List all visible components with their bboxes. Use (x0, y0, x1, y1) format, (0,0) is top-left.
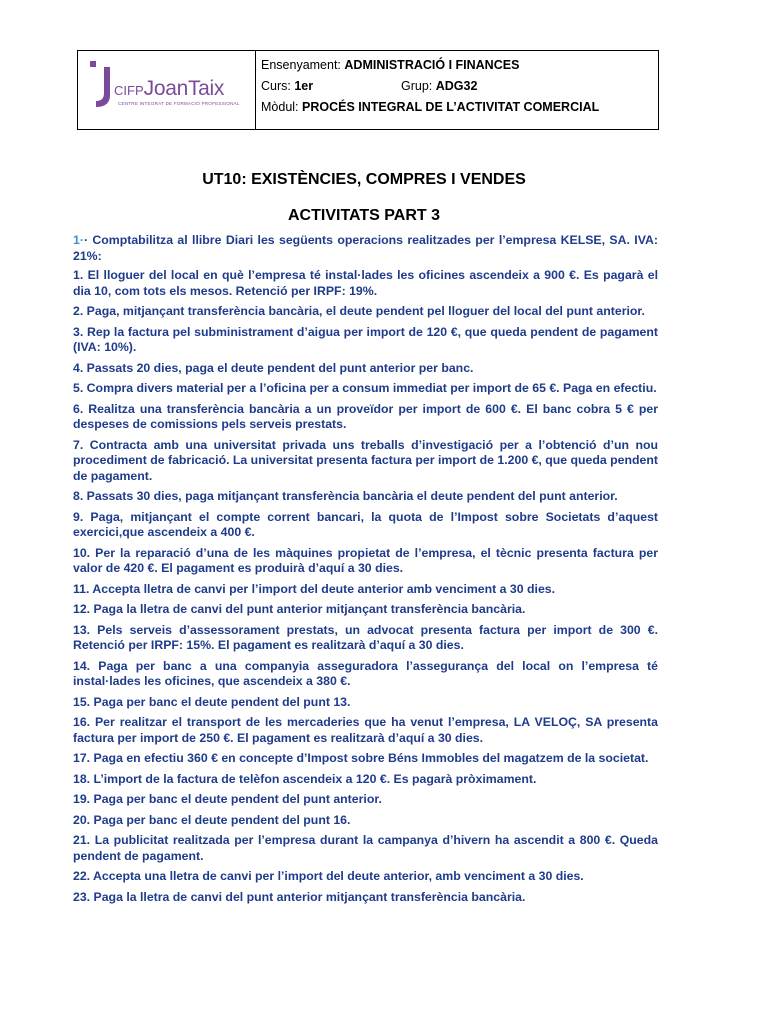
activity-intro (73, 233, 658, 264)
curs-label: Curs: (261, 79, 291, 93)
intro-text: · Comptabilitza al llibre Diari les següents operacions realitzades per l’empresa KELSE, SA. IVA: 21%: (73, 233, 658, 263)
document-header (77, 50, 659, 130)
operation-item: 3. Rep la factura pel subministrament d’aigua per import de 120 €, que queda pendent de pagament (IVA: 10%). (73, 324, 658, 354)
operation-item: 15. Paga per banc el deute pendent del punt 13. (73, 694, 351, 709)
ensenyament-label: Ensenyament: (261, 58, 341, 72)
operation-item: 2. Paga, mitjançant transferència bancària, el deute pendent pel lloguer del local del punt anterior. (73, 304, 645, 318)
modul-label: Mòdul: (261, 100, 299, 114)
operation-item: 4. Passats 20 dies, paga el deute pendent del punt anterior per banc. (73, 360, 474, 375)
operation-item: 11. Accepta lletra de canvi per l’import del deute anterior amb venciment a 30 dies. (73, 581, 556, 596)
ensenyament-value: ADMINISTRACIÓ I FINANCES (344, 58, 520, 72)
operation-item: 23. Paga la lletra de canvi del punt anterior mitjançant transferència bancària. (73, 889, 526, 904)
logo-tagline: CENTRE INTEGRAT DE FORMACIÓ PROFESSIONAL (118, 101, 240, 106)
operation-item: 1. El lloguer del local en què l’empresa té instal·lades les oficines ascendeix a 900 €. Es pagarà el dia 10, com tots els mesos. Retenció per IRPF: 19%. (73, 268, 658, 298)
logo-wordmark (114, 78, 224, 99)
operation-item: 5. Compra divers material per a l’oficina per a consum immediat per import de 65 €. Paga en efectiu. (73, 381, 657, 395)
logo-prefix: CIFP (114, 83, 144, 98)
grup-label: Grup: (401, 79, 433, 93)
operation-item: 14. Paga per banc a una companyia asseguradora l’assegurança del local on l’empresa té instal·lades les oficines, que ascendeix a 380 €. (73, 658, 658, 688)
logo-brand: JoanTaix (143, 77, 225, 100)
page-title: UT10: EXISTÈNCIES, COMPRES I VENDES (202, 171, 526, 188)
joan-taix-logo-icon (90, 61, 116, 113)
modul-row (261, 99, 658, 120)
operations-list (73, 268, 658, 905)
grup-value: ADG32 (435, 79, 478, 93)
operation-item: 17. Paga en efectiu 360 € en concepte d’Impost sobre Béns Immobles del magatzem de la societat. (73, 751, 649, 765)
curs-value: 1er (294, 79, 314, 93)
logo (78, 51, 256, 129)
operation-item: 22. Accepta una lletra de canvi per l’import del deute anterior, amb venciment a 30 dies. (73, 869, 584, 883)
operation-item: 18. L’import de la factura de telèfon ascendeix a 120 €. Es pagarà pròximament. (73, 771, 537, 786)
course-info (256, 51, 658, 129)
ensenyament-row (261, 57, 658, 78)
modul-value: PROCÉS INTEGRAL DE L’ACTIVITAT COMERCIAL (302, 100, 600, 114)
activity-list (73, 233, 658, 910)
curs-grup-row (261, 78, 658, 99)
operation-item: 6. Realitza una transferència bancària a un proveïdor per import de 600 €. El banc cobra 5 € per despeses de comissions pels serveis prestats. (73, 401, 658, 431)
operation-item: 8. Passats 30 dies, paga mitjançant transferència bancària el deute pendent del punt anterior. (73, 489, 618, 503)
intro-number: 1· (73, 233, 84, 247)
operation-item: 7. Contracta amb una universitat privada uns treballs d’investigació per a l’obtenció d’un nou procediment de fabricació. La universitat presenta factura per import de 1.200 €, que queda pendent de pagament. (73, 437, 658, 483)
operation-item: 12. Paga la lletra de canvi del punt anterior mitjançant transferència bancària. (73, 602, 526, 616)
operation-item: 9. Paga, mitjançant el compte corrent bancari, la quota de l’Impost sobre Societats d’aquest exercici,que ascendeix a 400 €. (73, 509, 658, 539)
page-subtitle: ACTIVITATS PART 3 (288, 207, 440, 224)
operation-item: 19. Paga per banc el deute pendent del punt anterior. (73, 792, 382, 806)
operation-item: 20. Paga per banc el deute pendent del punt 16. (73, 812, 351, 827)
operation-item: 10. Per la reparació d’una de les màquines propietat de l’empresa, el tècnic presenta factura per valor de 420 €. El pagament es produirà d’aquí a 30 dies. (73, 545, 658, 575)
operation-item: 16. Per realitzar el transport de les mercaderies que ha venut l’empresa, LA VELOÇ, SA presenta factura per import de 250 €. El pagament es realitzarà d’aquí a 30 dies. (73, 715, 658, 745)
operation-item: 21. La publicitat realitzada per l’empresa durant la campanya d’hivern ha ascendit a 800 €. Queda pendent de pagament. (73, 833, 658, 863)
operation-item: 13. Pels serveis d’assessorament prestats, un advocat presenta factura per import de 300 €. Retenció per IRPF: 15%. El pagament es realitzarà d’aquí a 30 dies. (73, 622, 658, 652)
grup (401, 78, 477, 95)
